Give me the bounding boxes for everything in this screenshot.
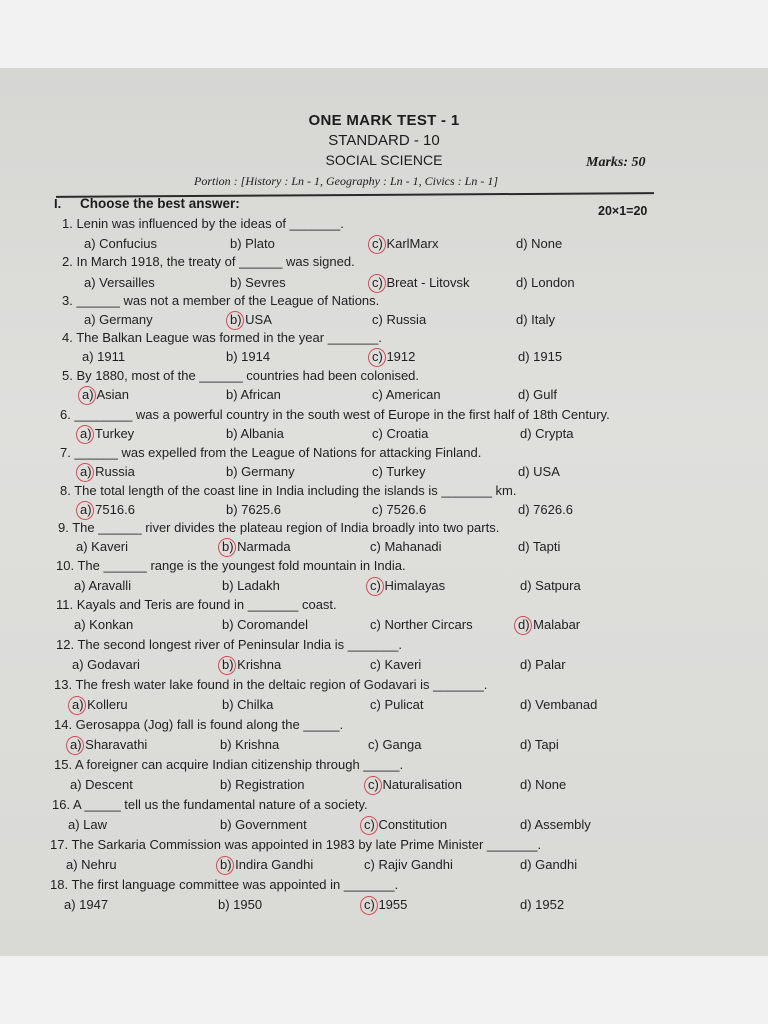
q9-option-d: d) Tapti: [518, 539, 561, 554]
q18-option-a: a) 1947: [64, 897, 109, 912]
q11-option-a: a) Konkan: [74, 617, 134, 632]
q9-option-a: a) Kaveri: [76, 539, 129, 554]
q6-option-a: a) Turkey: [80, 426, 135, 441]
question-12: 12. The second longest river of Peninsular India is _______.: [56, 637, 402, 652]
q3-option-d: d) Italy: [516, 312, 556, 327]
q10-option-a: a) Aravalli: [74, 578, 132, 593]
q10-option-d: d) Satpura: [520, 578, 581, 593]
q9-answer-mark: [218, 538, 236, 557]
q1-option-b: b) Plato: [230, 236, 275, 251]
q14-option-a: a) Sharavathi: [70, 737, 148, 752]
q2-answer-mark: [368, 274, 386, 293]
question-18: 18. The first language committee was appointed in _______.: [50, 877, 399, 892]
q12-option-d: d) Palar: [520, 657, 566, 672]
q9-option-b: b) Narmada: [222, 539, 291, 554]
q13-answer-mark: [68, 696, 86, 715]
q3-answer-mark: [226, 311, 244, 330]
q4-answer-mark: [368, 348, 386, 367]
q5-option-a: a) Asian: [82, 387, 129, 402]
q7-option-d: d) USA: [518, 464, 560, 479]
q11-option-d: d) Malabar: [518, 617, 581, 632]
q18-option-c: c) 1955: [364, 897, 408, 912]
section-title: Choose the best answer:: [80, 196, 240, 211]
q1-option-a: a) Confucius: [84, 236, 157, 251]
q17-option-c: c) Rajiv Gandhi: [364, 857, 453, 872]
question-17: 17. The Sarkaria Commission was appointed in 1983 by late Prime Minister _______.: [50, 837, 542, 852]
q4-option-b: b) 1914: [226, 349, 271, 364]
q12-option-a: a) Godavari: [72, 657, 140, 672]
q18-option-b: b) 1950: [218, 897, 263, 912]
question-15: 15. A foreigner can acquire Indian citizenship through _____.: [54, 757, 404, 772]
question-5: 5. By 1880, most of the ______ countries had been colonised.: [62, 368, 420, 383]
q18-option-d: d) 1952: [520, 897, 565, 912]
q2-option-b: b) Sevres: [230, 275, 286, 290]
q3-option-c: c) Russia: [372, 312, 427, 327]
q1-option-d: d) None: [516, 236, 563, 251]
q18-answer-mark: [360, 896, 378, 915]
q8-option-a: a) 7516.6: [80, 502, 135, 517]
q6-option-c: c) Croatia: [372, 426, 429, 441]
q5-option-b: b) African: [226, 387, 281, 402]
q4-option-c: c) 1912: [372, 349, 416, 364]
q14-option-b: b) Krishna: [220, 737, 280, 752]
q6-option-b: b) Albania: [226, 426, 284, 441]
total-marks: Marks: 50: [586, 155, 646, 170]
q10-answer-mark: [366, 577, 384, 596]
question-4: 4. The Balkan League was formed in the year _______.: [62, 330, 382, 345]
q17-option-d: d) Gandhi: [520, 857, 578, 872]
q2-option-c: c) Breat - Litovsk: [372, 275, 470, 290]
standard-label: STANDARD - 10: [328, 132, 440, 149]
q16-option-c: c) Constitution: [364, 817, 448, 832]
q5-answer-mark: [78, 386, 96, 405]
q13-option-a: a) Kolleru: [72, 697, 128, 712]
question-11: 11. Kayals and Teris are found in _______ coast.: [56, 597, 337, 612]
q15-option-d: d) None: [520, 777, 567, 792]
q3-option-b: b) USA: [230, 312, 272, 327]
q13-option-b: b) Chilka: [222, 697, 274, 712]
q4-option-d: d) 1915: [518, 349, 563, 364]
q3-option-a: a) Germany: [84, 312, 153, 327]
q2-option-a: a) Versailles: [84, 275, 155, 290]
q15-option-b: b) Registration: [220, 777, 305, 792]
question-14: 14. Gerosappa (Jog) fall is found along the _____.: [54, 717, 344, 732]
q8-option-c: c) 7526.6: [372, 502, 427, 517]
q11-option-b: b) Coromandel: [222, 617, 308, 632]
test-title: ONE MARK TEST - 1: [308, 112, 460, 129]
question-8: 8. The total length of the coast line in India including the islands is _______ km.: [60, 483, 517, 498]
q12-option-b: b) Krishna: [222, 657, 282, 672]
section-number: I.: [54, 196, 62, 211]
q1-answer-mark: [368, 235, 386, 254]
q9-option-c: c) Mahanadi: [370, 539, 442, 554]
q14-answer-mark: [66, 736, 84, 755]
q2-option-d: d) London: [516, 275, 575, 290]
q16-option-d: d) Assembly: [520, 817, 591, 832]
q4-option-a: a) 1911: [82, 349, 126, 364]
question-16: 16. A _____ tell us the fundamental nature of a society.: [52, 797, 368, 812]
question-7: 7. ______ was expelled from the League of Nations for attacking Finland.: [60, 445, 482, 460]
q13-option-c: c) Pulicat: [370, 697, 424, 712]
q8-answer-mark: [76, 501, 94, 520]
q14-option-c: c) Ganga: [368, 737, 422, 752]
question-2: 2. In March 1918, the treaty of ______ was signed.: [62, 254, 355, 269]
question-3: 3. ______ was not a member of the League of Nations.: [62, 293, 380, 308]
q15-option-a: a) Descent: [70, 777, 133, 792]
portion-line: Portion : [History : Ln - 1, Geography : Ln - 1, Civics : Ln - 1]: [194, 174, 498, 188]
q10-option-b: b) Ladakh: [222, 578, 280, 593]
q7-answer-mark: [76, 463, 94, 482]
q13-option-d: d) Vembanad: [520, 697, 598, 712]
q7-option-a: a) Russia: [80, 464, 135, 479]
q16-option-b: b) Government: [220, 817, 307, 832]
q16-answer-mark: [360, 816, 378, 835]
q17-option-a: a) Nehru: [66, 857, 117, 872]
q8-option-d: d) 7626.6: [518, 502, 573, 517]
q15-option-c: c) Naturalisation: [368, 777, 462, 792]
q6-option-d: d) Crypta: [520, 426, 574, 441]
q11-option-c: c) Norther Circars: [370, 617, 473, 632]
q17-answer-mark: [216, 856, 234, 875]
question-9: 9. The ______ river divides the plateau region of India broadly into two parts.: [58, 520, 500, 535]
q15-answer-mark: [364, 776, 382, 795]
q1-option-c: c) KarlMarx: [372, 236, 439, 251]
q12-answer-mark: [218, 656, 236, 675]
q16-option-a: a) Law: [68, 817, 108, 832]
question-1: 1. Lenin was influenced by the ideas of _______.: [62, 216, 344, 231]
q14-option-d: d) Tapi: [520, 737, 559, 752]
q10-option-c: c) Himalayas: [370, 578, 446, 593]
q6-answer-mark: [76, 425, 94, 444]
q17-option-b: b) Indira Gandhi: [220, 857, 314, 872]
question-10: 10. The ______ range is the youngest fold mountain in India.: [56, 558, 406, 573]
question-13: 13. The fresh water lake found in the deltaic region of Godavari is _______.: [54, 677, 488, 692]
q8-option-b: b) 7625.6: [226, 502, 281, 517]
q12-option-c: c) Kaveri: [370, 657, 422, 672]
q5-option-c: c) American: [372, 387, 441, 402]
q5-option-d: d) Gulf: [518, 387, 558, 402]
q7-option-b: b) Germany: [226, 464, 295, 479]
question-6: 6. ________ was a powerful country in the south west of Europe in the first half of 18th Century.: [60, 407, 610, 422]
q7-option-c: c) Turkey: [372, 464, 426, 479]
section-scoring: 20×1=20: [598, 204, 648, 218]
q11-answer-mark: [514, 616, 532, 635]
subject-label: SOCIAL SCIENCE: [325, 152, 443, 168]
